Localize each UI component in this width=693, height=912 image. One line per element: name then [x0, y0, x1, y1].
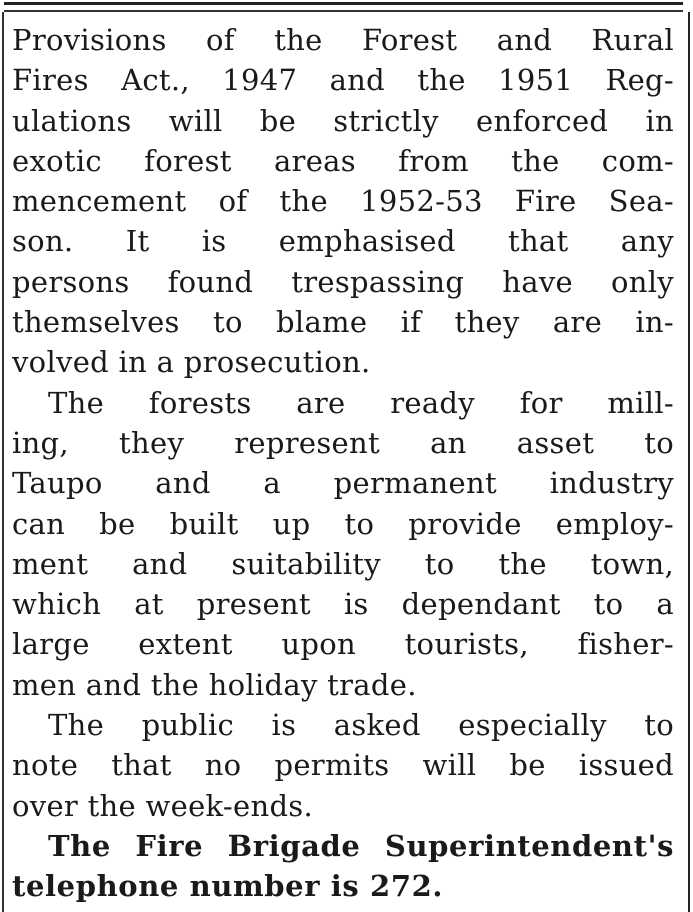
paragraph-provisions-line: volved in a prosecution. [12, 345, 371, 380]
paragraph-forests-milling-line: ment and suitability to the town, [12, 546, 674, 581]
top-rule [4, 2, 683, 5]
paragraph-provisions-line: ulations will be strictly enforced in [12, 103, 674, 138]
paragraph-provisions-line: themselves to blame if they are in- [12, 305, 674, 340]
left-column-rule [2, 12, 4, 912]
paragraph-permits-line: The public is asked especially to [48, 708, 674, 743]
paragraph-forests-milling-line: can be built up to provide employ- [12, 506, 674, 541]
paragraph-forests-milling-line: men and the holiday trade. [12, 667, 417, 702]
top-rule-secondary [4, 10, 683, 12]
paragraph-provisions-line: exotic forest areas from the com- [12, 143, 674, 178]
paragraph-forests-milling-line: ing, they represent an asset to [12, 425, 674, 460]
paragraph-permits-line: over the week-ends. [12, 788, 314, 823]
article-body [12, 20, 674, 907]
right-column-rule [688, 12, 690, 912]
paragraph-telephone-line: The Fire Brigade Superintendent's [48, 828, 674, 863]
paragraph-telephone-line: telephone number is 272. [12, 869, 444, 904]
paragraph-forests-milling-line: Taupo and a permanent industry [12, 466, 674, 501]
paragraph-forests-milling-line: large extent upon tourists, fisher- [12, 627, 674, 662]
paragraph-provisions-line: Fires Act., 1947 and the 1951 Reg- [12, 63, 674, 98]
paragraph-permits-line: note that no permits will be issued [12, 748, 674, 783]
paragraph-provisions-line: son. It is emphasised that any [12, 224, 674, 259]
paragraph-provisions-line: persons found trespassing have only [12, 264, 674, 299]
paragraph-forests-milling-line: which at present is dependant to a [12, 587, 674, 622]
paragraph-forests-milling-line: The forests are ready for mill- [48, 385, 674, 420]
paragraph-provisions-line: mencement of the 1952-53 Fire Sea- [12, 184, 674, 219]
paragraph-provisions-line: Provisions of the Forest and Rural [12, 23, 674, 57]
